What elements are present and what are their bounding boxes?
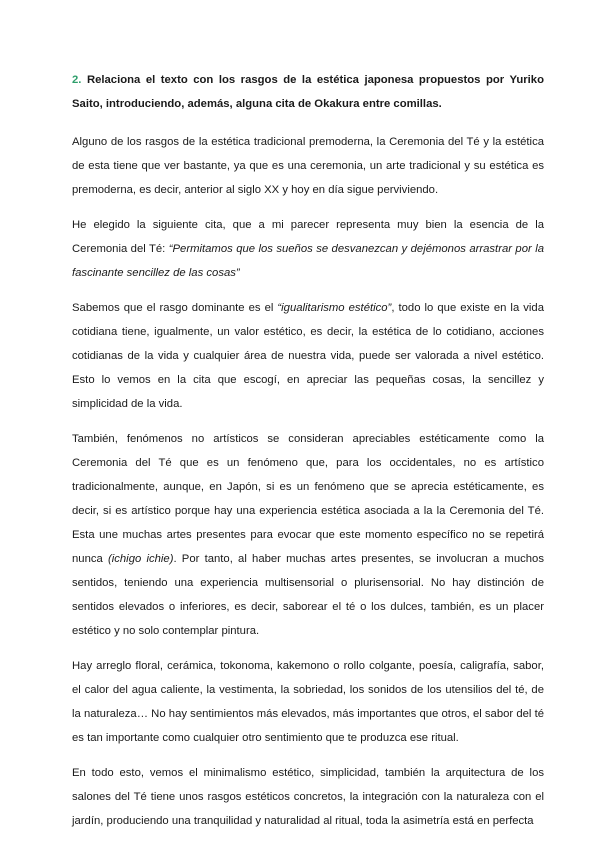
paragraph-text: . Por tanto, al haber muchas artes presentes, se involucran a muchos sentidos, teniendo una experiencia multisensorial o plurisensorial. No hay distinción de sentidos elevados o inferiores, es decir, saborear el té o los dulces, también, es un placer estético y no solo contemplar pintura.	[72, 553, 544, 637]
paragraph-text: Hay arreglo floral, cerámica, tokonoma, kakemono o rollo colgante, poesía, caligrafía, sabor, el calor del agua caliente, la vestimenta, la sobriedad, los sonidos de los utensilios del té, de la naturaleza… No hay sentimientos más elevados, más importantes que otros, el sabor del té es tan importante como cualquier otro sentimiento que te produzca ese ritual.	[72, 660, 544, 744]
paragraph-4	[72, 427, 544, 643]
paragraph-text: También, fenómenos no artísticos se consideran apreciables estéticamente como la Ceremonia del Té que es un fenómeno que, para los occidentales, no es artístico tradicionalmente, aunque, en Japón, si es un fenómeno que se aprecia estéticamente, es decir, si es artístico porque hay una experiencia estética asociada a la la Ceremonia del Té. Esta une muchas artes presentes para evocar que este momento específico no se repetirá nunca	[72, 433, 544, 565]
paragraph-5	[72, 654, 544, 750]
italic-term: “igualitarismo estético”	[277, 302, 392, 314]
paragraph-text: Alguno de los rasgos de la estética tradicional premoderna, la Ceremonia del Té y la estética de esta tiene que ver bastante, ya que es una ceremonia, un arte tradicional y su estética es premoderna, es decir, anterior al siglo XX y hoy en día sigue perviviendo.	[72, 136, 544, 196]
paragraph-text: , todo lo que existe en la vida cotidiana tiene, igualmente, un valor estético, es decir, la estética de lo cotidiano, acciones cotidianas de la vida y cualquier área de nuestra vida, puede ser valorada a nivel estético. Esto lo vemos en la cita que escogí, en apreciar las pequeñas cosas, la sencillez y simplicidad de la vida.	[72, 302, 544, 410]
question-text: Relaciona el texto con los rasgos de la estética japonesa propuestos por Yuriko Saito, introduciendo, además, alguna cita de Okakura entre comillas.	[72, 74, 544, 110]
paragraph-2	[72, 213, 544, 285]
paragraph-text: En todo esto, vemos el minimalismo estético, simplicidad, también la arquitectura de los salones del Té tiene unos rasgos estéticos concretos, la integración con la naturaleza con el jardín, produciendo una tranquilidad y naturalidad al ritual, toda la asimetría está en perfecta	[72, 767, 544, 827]
italic-term: (ichigo ichie)	[107, 553, 174, 565]
question-number: 2.	[72, 74, 82, 86]
question-heading	[72, 68, 544, 116]
paragraph-text: Sabemos que el rasgo dominante es el	[72, 302, 278, 314]
paragraph-3	[72, 296, 544, 416]
paragraph-6	[72, 761, 544, 833]
paragraph-1	[72, 130, 544, 202]
paragraph-text: He elegido la siguiente cita, que a mi parecer representa muy bien la esencia de la Ceremonia del Té:	[72, 219, 544, 255]
okakura-quote: “Permitamos que los sueños se desvanezcan y dejémonos arrastrar por la fascinante sencillez de las cosas”	[72, 243, 544, 279]
